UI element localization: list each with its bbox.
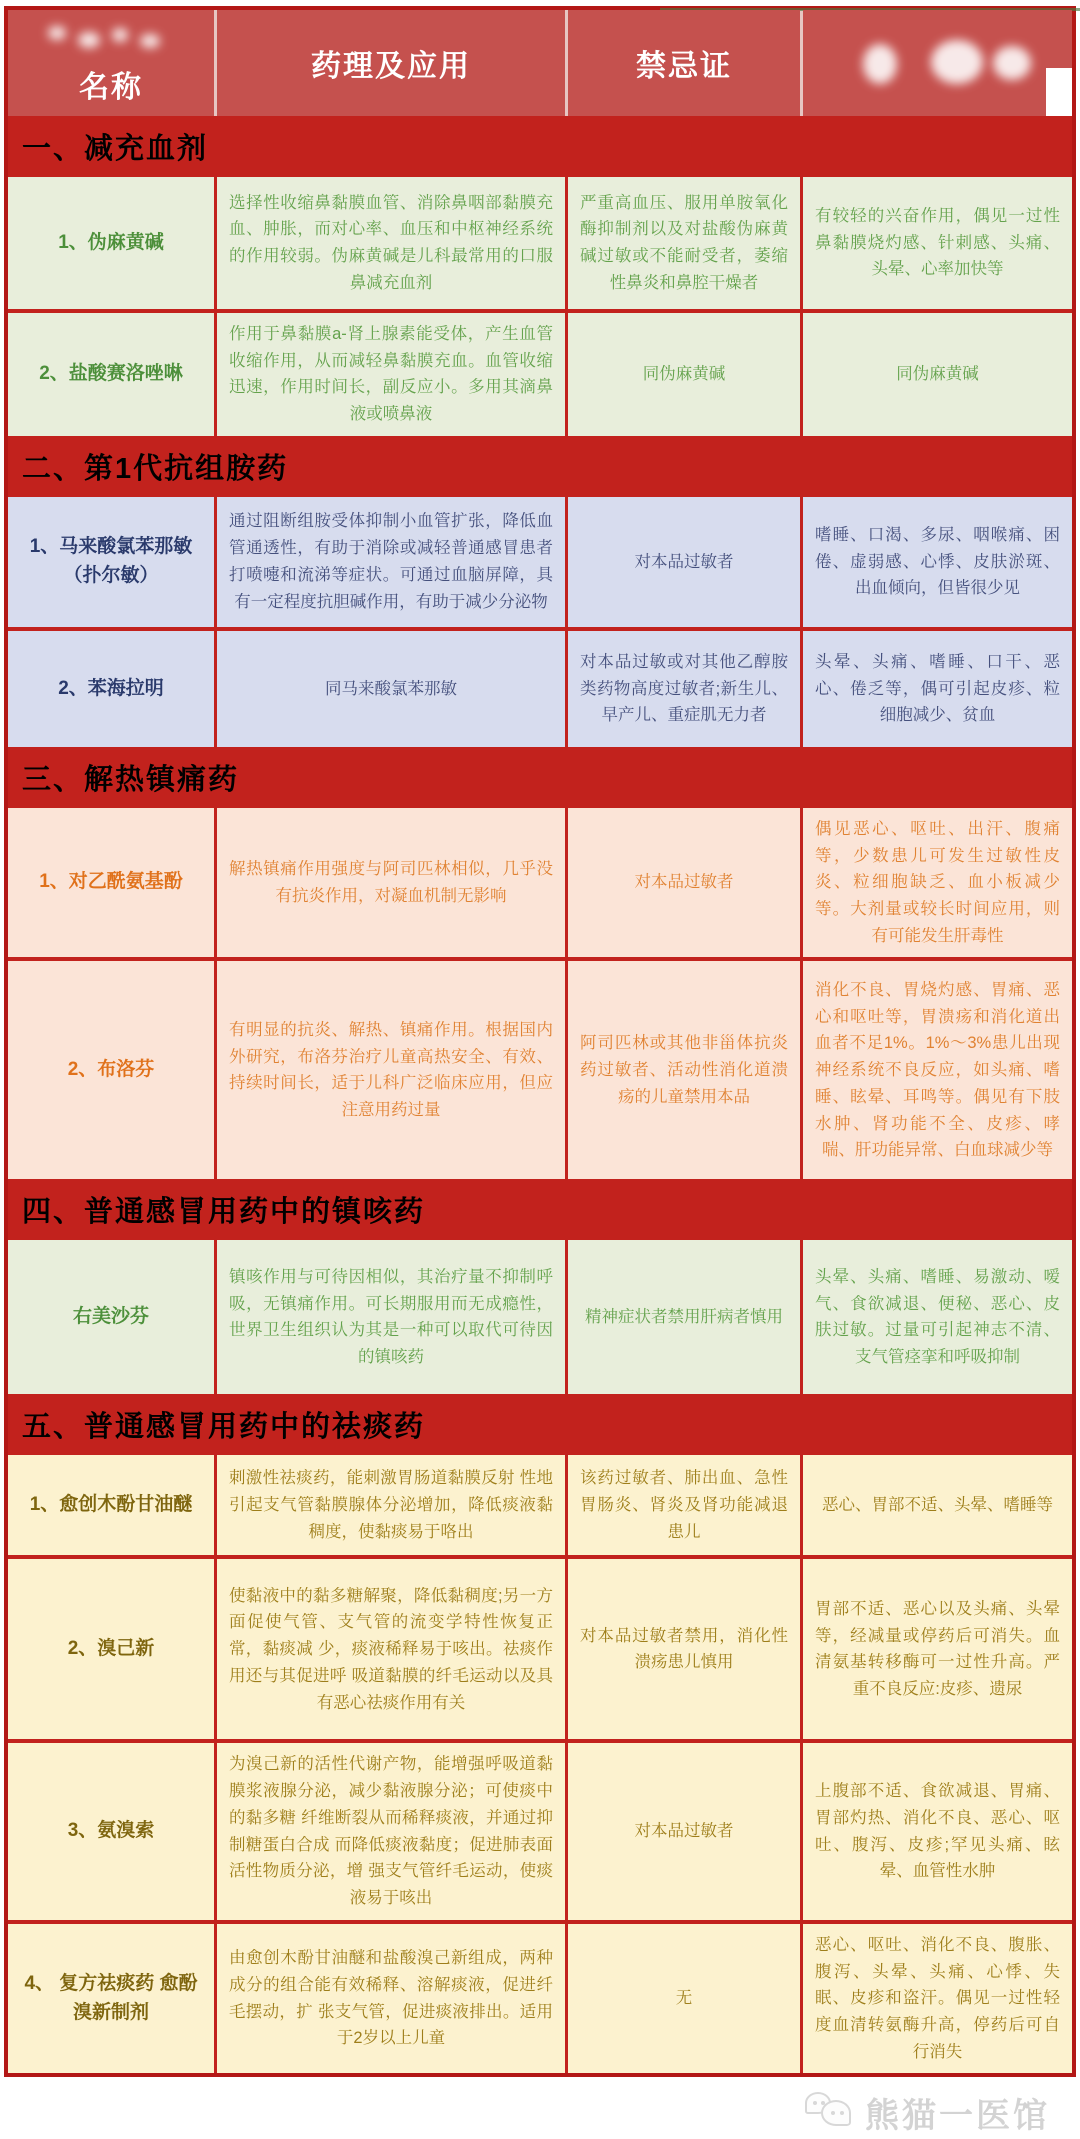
table-row — [8, 497, 1072, 627]
drug-contraindications: 对本品过敏或对其他乙醇胺类药物高度过敏者;新生儿、早产儿、重症肌无力者 — [568, 631, 800, 747]
drug-name: 1、伪麻黄碱 — [8, 177, 214, 309]
drug-contraindications: 对本品过敏者 — [568, 1743, 800, 1919]
drug-contraindications: 严重高血压、服用单胺氧化酶抑制剂以及对盐酸伪麻黄碱过敏或不能耐受者，萎缩性鼻炎和鼻腔干燥者 — [568, 177, 800, 309]
drug-name: 4、 复方祛痰药 愈酚溴新制剂 — [8, 1924, 214, 2074]
table-row — [8, 1743, 1072, 1919]
table-row — [8, 177, 1072, 309]
drug-name: 2、盐酸赛洛唑啉 — [8, 313, 214, 436]
drug-contraindications: 对本品过敏者禁用，消化性溃疡患儿慎用 — [568, 1559, 800, 1739]
chat-bubble-icon — [821, 2100, 851, 2126]
section-title-decongestants: 一、减充血剂 — [22, 133, 209, 165]
table-row — [8, 961, 1072, 1179]
drug-adverse-reactions: 偶见恶心、呕吐、出汗、腹痛等，少数患儿可发生过敏性皮炎、粒细胞缺乏、血小板减少等。大剂量或较长时间应用，则有可能发生肝毒性 — [803, 808, 1072, 958]
header-label: 禁忌证 — [636, 50, 732, 83]
table-row — [8, 1924, 1072, 2074]
table-row — [8, 313, 1072, 436]
section-title-antipyretics: 三、解热镇痛药 — [22, 763, 240, 796]
drug-name: 右美沙芬 — [8, 1240, 214, 1394]
header-cell-name — [8, 10, 214, 116]
table-row — [8, 1455, 1072, 1555]
watermark-text: 熊猫一医馆 — [865, 2096, 1050, 2135]
drug-name: 1、愈创木酚甘油醚 — [8, 1455, 214, 1555]
table-row — [8, 1559, 1072, 1739]
section-title-expectorants: 五、普通感冒用药中的祛痰药 — [22, 1411, 426, 1444]
drug-pharmacology: 通过阻断组胺受体抑制小血管扩张，降低血管通透性，有助于消除或减轻普通感冒患者打喷嚏和流涕等症状。可通过血脑屏障，具有一定程度抗胆碱作用，有助于减少分泌物 — [217, 497, 565, 627]
section-title-antitussives: 四、普通感冒用药中的镇咳药 — [22, 1196, 426, 1229]
table-row — [8, 1240, 1072, 1394]
drug-contraindications: 同伪麻黄碱 — [568, 313, 800, 436]
icon-eye — [840, 2111, 844, 2115]
drug-name: 1、马来酸氯苯那敏 （扑尔敏） — [8, 497, 214, 627]
drug-adverse-reactions: 嗜睡、口渴、多尿、咽喉痛、困倦、虚弱感、心悸、皮肤淤斑、出血倾向，但皆很少见 — [803, 497, 1072, 627]
scribble-mark — [863, 44, 897, 84]
drug-pharmacology: 由愈创木酚甘油醚和盐酸溴己新组成，两种成分的组合能有效稀释、溶解痰液，促进纤毛摆动，扩 张支气管，促进痰液排出。适用于2岁以上儿童 — [217, 1924, 565, 2074]
drug-name: 1、对乙酰氨基酚 — [8, 808, 214, 958]
drug-adverse-reactions: 消化不良、胃烧灼感、胃痛、恶心和呕吐等，胃溃疡和消化道出血者不足1%。1%～3%患儿出现神经系统不良反应，如头痛、嗜睡、眩晕、耳鸣等。偶见有下肢水肿、肾功能不全、皮疹、哮喘、肝功能异常、白血球减少等 — [803, 961, 1072, 1179]
header-cell-contraindications — [568, 10, 800, 116]
drug-adverse-reactions: 胃部不适、恶心以及头痛、头晕等，经减量或停药后可消失。血清氨基转移酶可一过性升高。严重不良反应:皮疹、遗尿 — [803, 1559, 1072, 1739]
drug-pharmacology: 有明显的抗炎、解热、镇痛作用。根据国内外研究，布洛芬治疗儿童高热安全、有效、持续时间长，适于儿科广泛临床应用，但应注意用药过量 — [217, 961, 565, 1179]
drug-adverse-reactions: 有较轻的兴奋作用，偶见一过性鼻黏膜烧灼感、针刺感、头痛、头晕、心率加快等 — [803, 177, 1072, 309]
drug-name: 2、溴己新 — [8, 1559, 214, 1739]
drug-name: 2、布洛芬 — [8, 961, 214, 1179]
drug-name: 2、苯海拉明 — [8, 631, 214, 747]
scribble-mark — [1046, 68, 1072, 116]
header-cell-pharmacology — [217, 10, 565, 116]
drug-contraindications: 对本品过敏者 — [568, 808, 800, 958]
scribble-mark — [48, 26, 66, 40]
icon-eye — [813, 2101, 817, 2105]
drug-adverse-reactions: 恶心、胃部不适、头晕、嗜睡等 — [803, 1455, 1072, 1555]
medication-comparison-table — [4, 6, 1076, 2077]
drug-adverse-reactions: 头晕、头痛、嗜睡、易激动、嗳气、食欲减退、便秘、恶心、皮肤过敏。过量可引起神志不清、支气管痉挛和呼吸抑制 — [803, 1240, 1072, 1394]
scribble-mark — [78, 32, 100, 48]
scribble-mark — [112, 28, 128, 42]
drug-pharmacology: 刺激性祛痰药，能刺激胃肠道黏膜反射 性地引起支气管黏膜腺体分泌增加，降低痰液黏稠度，使黏痰易于咯出 — [217, 1455, 565, 1555]
drug-adverse-reactions: 上腹部不适、食欲减退、胃痛、胃部灼热、消化不良、恶心、呕吐、腹泻、皮疹;罕见头痛、眩晕、血管性水肿 — [803, 1743, 1072, 1919]
drug-contraindications: 精神症状者禁用肝病者慎用 — [568, 1240, 800, 1394]
drug-pharmacology: 解热镇痛作用强度与阿司匹林相似，几乎没有抗炎作用，对凝血机制无影响 — [217, 808, 565, 958]
drug-pharmacology: 选择性收缩鼻黏膜血管、消除鼻咽部黏膜充血、肿胀，而对心率、血压和中枢神经系统的作用较弱。伪麻黄碱是儿科最常用的口服鼻减充血剂 — [217, 177, 565, 309]
watermark — [0, 2077, 1080, 2139]
scribble-mark — [993, 46, 1031, 80]
section-title-antihistamines: 二、第1代抗组胺药 — [22, 452, 289, 485]
drug-pharmacology: 镇咳作用与可待因相似，其治疗量不抑制呼吸，无镇痛作用。可长期服用而无成瘾性，世界卫生组织认为其是一种可以取代可待因的镇咳药 — [217, 1240, 565, 1394]
drug-contraindications: 阿司匹林或其他非甾体抗炎药过敏者、活动性消化道溃疡的儿童禁用本品 — [568, 961, 800, 1179]
drug-adverse-reactions: 恶心、呕吐、消化不良、腹胀、腹泻、头晕、头痛、心悸、失眠、皮疹和盗汗。偶见一过性轻度血清转氨酶升高，停药后可自行消失 — [803, 1924, 1072, 2074]
drug-pharmacology: 为溴己新的活性代谢产物，能增强呼吸道黏膜浆液腺分泌，减少黏液腺分泌；可使痰中的黏多糖 纤维断裂从而稀释痰液，并通过抑制糖蛋白合成 而降低痰液黏度；促进肺表面活性物质分泌，增 强支气管纤毛运动，使痰液易于咳出 — [217, 1743, 565, 1919]
drug-adverse-reactions: 头晕、头痛、嗜睡、口干、恶心、倦乏等，偶可引起皮疹、粒细胞减少、贫血 — [803, 631, 1072, 747]
drug-pharmacology: 作用于鼻黏膜a-肾上腺素能受体，产生血管收缩作用，从而减轻鼻黏膜充血。血管收缩迅速，作用时间长，副反应小。多用其滴鼻液或喷鼻液 — [217, 313, 565, 436]
drug-name: 3、氨溴索 — [8, 1743, 214, 1919]
drug-pharmacology: 同马来酸氯苯那敏 — [217, 631, 565, 747]
header-cell-adverse-obscured — [803, 10, 1072, 116]
table-header-row — [8, 10, 1072, 116]
drug-pharmacology: 使黏液中的黏多糖解聚，降低黏稠度;另一方面促使气管、支气管的流变学特性恢复正常，黏痰减 少，痰液稀释易于咳出。祛痰作用还与其促进呼 吸道黏膜的纤毛运动以及具有恶心祛痰作用有关 — [217, 1559, 565, 1739]
drug-adverse-reactions: 同伪麻黄碱 — [803, 313, 1072, 436]
drug-contraindications: 对本品过敏者 — [568, 497, 800, 627]
scribble-mark — [140, 34, 160, 48]
header-label: 药理及应用 — [311, 50, 471, 83]
icon-eye — [831, 2111, 835, 2115]
table-row — [8, 808, 1072, 958]
drug-contraindications: 无 — [568, 1924, 800, 2074]
table-row — [8, 631, 1072, 747]
drug-contraindications: 该药过敏者、肺出血、急性胃肠炎、肾炎及肾功能减退患儿 — [568, 1455, 800, 1555]
header-label: 名称 — [79, 71, 143, 104]
scribble-mark — [931, 40, 983, 84]
panda-clinic-logo-icon — [805, 2090, 857, 2134]
